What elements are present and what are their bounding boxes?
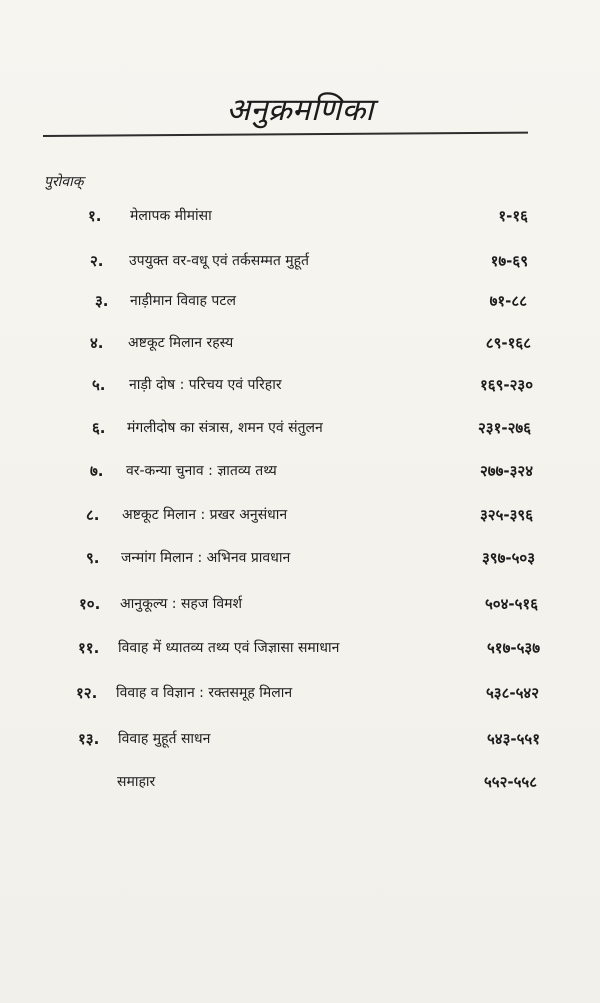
- toc-entry-pages: ३२५-३९६: [479, 506, 533, 524]
- toc-entry-number: ६.: [92, 419, 106, 437]
- toc-entry-12: [0, 679, 600, 707]
- toc-entry-pages: ७१-८८: [489, 292, 527, 310]
- toc-entry-number: ५.: [92, 376, 106, 394]
- toc-entry-pages: ५३८-५४२: [485, 684, 539, 702]
- toc-entry-title: विवाह व विज्ञान : रक्तसमूह मिलान: [116, 685, 293, 701]
- toc-entry-number: ७.: [90, 462, 104, 480]
- toc-entry-title: आनुकूल्य : सहज विमर्श: [120, 596, 243, 612]
- toc-entry-pages: २७७-३२४: [479, 462, 533, 480]
- toc-entry-pages: ५०४-५१६: [484, 595, 538, 613]
- toc-entry-14: [0, 768, 600, 796]
- preface-label: पुरोवाक्: [44, 174, 84, 190]
- page-title: अनुक्रमणिका: [226, 92, 374, 128]
- toc-entry-6: [0, 414, 600, 442]
- toc-entry-title: विवाह में ध्यातव्य तथ्य एवं जिज्ञासा समाधान: [118, 640, 340, 656]
- toc-entry-title: समाहार: [117, 774, 156, 790]
- toc-entry-number: १.: [88, 207, 102, 225]
- toc-entry-pages: १-१६: [498, 207, 528, 225]
- toc-entry-pages: ३९७-५०३: [481, 549, 535, 567]
- toc-entry-title: मंगलीदोष का संत्रास, शमन एवं संतुलन: [127, 420, 323, 436]
- toc-entry-title: नाड़ी दोष : परिचय एवं परिहार: [129, 377, 282, 393]
- toc-entry-title: वर-कन्या चुनाव : ज्ञातव्य तथ्य: [126, 463, 277, 479]
- toc-entry-number: ११.: [78, 639, 100, 657]
- toc-entry-pages: ८९-१६८: [485, 334, 531, 352]
- toc-entry-title: विवाह मुहूर्त साधन: [118, 731, 211, 747]
- toc-entry-7: [0, 457, 600, 485]
- toc-entry-8: [0, 501, 600, 529]
- toc-entry-title: मेलापक मीमांसा: [130, 208, 212, 224]
- toc-entry-13: [0, 725, 600, 753]
- toc-entry-10: [0, 590, 600, 618]
- toc-entry-title: उपयुक्त वर-वधू एवं तर्कसम्मत मुहूर्त: [129, 253, 310, 269]
- toc-entry-pages: २३१-२७६: [477, 419, 531, 437]
- toc-entry-number: ८.: [86, 506, 100, 524]
- toc-entry-11: [0, 634, 600, 662]
- toc-entry-5: [0, 371, 600, 399]
- toc-entry-title: अष्टकूट मिलान : प्रखर अनुसंधान: [122, 507, 288, 523]
- toc-entry-number: ३.: [95, 292, 109, 310]
- toc-entry-number: ९.: [86, 549, 100, 567]
- toc-entry-number: २.: [90, 252, 104, 270]
- toc-entry-title: अष्टकूट मिलान रहस्य: [128, 335, 234, 351]
- toc-entry-2: [0, 247, 600, 275]
- toc-entry-4: [0, 329, 600, 357]
- toc-entry-9: [0, 544, 600, 572]
- toc-entry-number: १०.: [79, 595, 101, 613]
- toc-entry-number: १३.: [78, 730, 100, 748]
- toc-entry-pages: १६९-२३०: [479, 376, 533, 394]
- toc-entry-number: १२.: [76, 684, 98, 702]
- toc-entry-pages: ५५२-५५८: [483, 773, 537, 791]
- toc-entry-number: ४.: [90, 334, 104, 352]
- toc-entry-title: नाड़ीमान विवाह पटल: [130, 293, 236, 309]
- toc-entry-pages: ५१७-५३७: [486, 639, 540, 657]
- toc-entry-pages: ५४३-५५१: [486, 730, 540, 748]
- toc-entry-pages: १७-६९: [490, 252, 528, 270]
- toc-entry-3: [0, 287, 600, 315]
- toc-entry-title: जन्मांग मिलान : अभिनव प्रावधान: [121, 550, 291, 566]
- toc-entry-1: [0, 202, 600, 230]
